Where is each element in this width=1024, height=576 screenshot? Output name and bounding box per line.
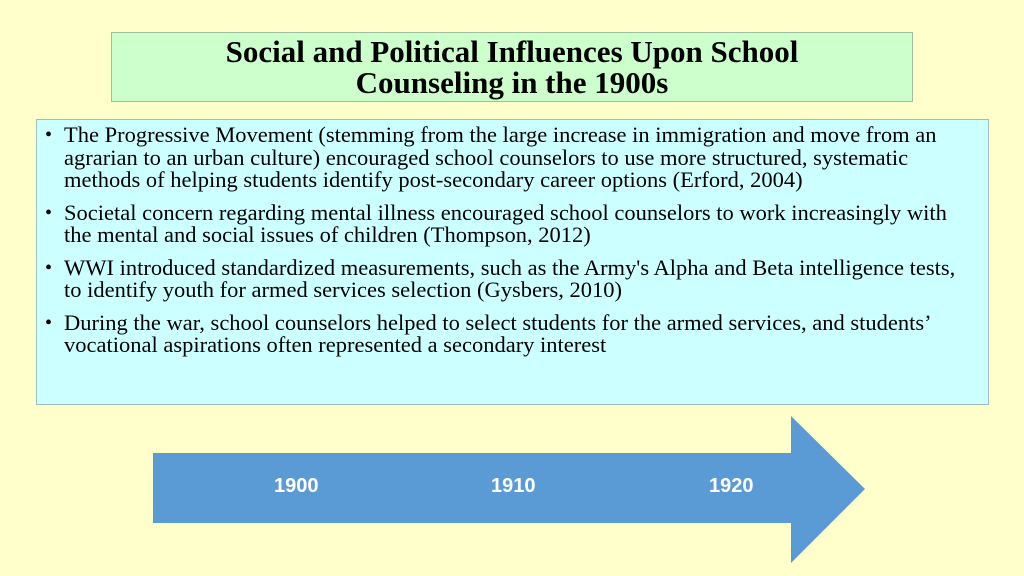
bullet-dot-icon: • <box>45 124 53 146</box>
timeline-year-1900: 1900 <box>274 475 319 497</box>
bullet-item-mental-illness <box>43 199 968 247</box>
bullet-item-war-selection <box>43 309 968 357</box>
bullet-dot-icon: • <box>45 256 53 279</box>
slide-title: Social and Political Influences Upon School Counseling in the 1900s <box>225 34 799 100</box>
bullet-list <box>43 124 968 357</box>
bullet-dot-icon: • <box>45 201 53 224</box>
bullet-text: Societal concern regarding mental illness encouraged school counselors to work increasingly with the mental and social issues of children (Thompson, 2012) <box>64 199 947 247</box>
bullet-text: WWI introduced standardized measurements, such as the Army's Alpha and Beta intelligence tests, to identify youth for armed services selection (Gysbers, 2010) <box>64 254 956 302</box>
bullet-text: The Progressive Movement (stemming from the large increase in immigration and move from an agrarian to an urban culture) encouraged school counselors to use more structured, systematic methods of helping students identify post-secondary career options (Erford, 2004) <box>64 122 937 192</box>
bullet-text: During the war, school counselors helped to select students for the armed services, and students’ vocational aspirations often represented a secondary interest <box>64 309 930 357</box>
slide-title-box <box>111 32 913 102</box>
bullet-item-wwi-measurements <box>43 254 968 302</box>
timeline-year-1920: 1920 <box>709 475 754 497</box>
bullet-item-progressive-movement <box>43 124 968 192</box>
timeline-year-1910: 1910 <box>491 475 536 497</box>
content-box <box>36 119 989 405</box>
bullet-dot-icon: • <box>45 311 53 334</box>
